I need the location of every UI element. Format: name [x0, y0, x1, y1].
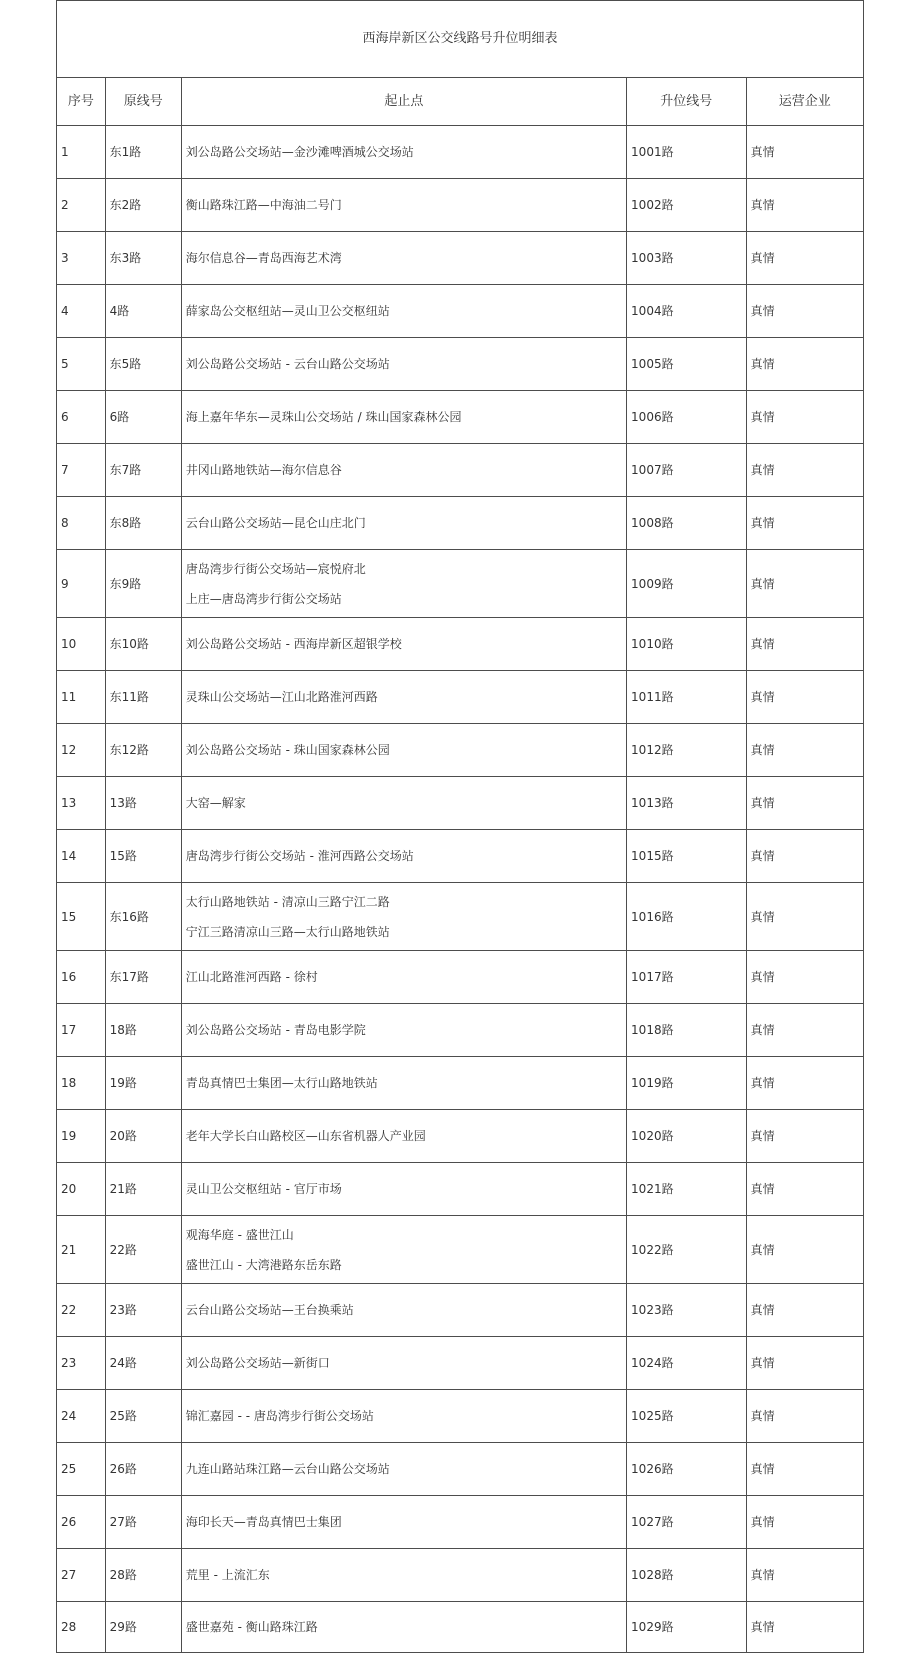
- cell-route: [181, 671, 626, 724]
- cell-route: [181, 1057, 626, 1110]
- route-line: 刘公岛路公交场站 - 青岛电影学院: [185, 1023, 366, 1037]
- table-row: [57, 126, 864, 179]
- cell-operator: 真情: [746, 285, 863, 338]
- cell-operator: 真情: [746, 1004, 863, 1057]
- table-row: [57, 724, 864, 777]
- cell-no: 26: [57, 1496, 106, 1549]
- cell-original-line: 24路: [105, 1337, 181, 1390]
- route-line: 刘公岛路公交场站 - 珠山国家森林公园: [185, 743, 390, 757]
- cell-no: 7: [57, 444, 106, 497]
- cell-new-line: 1019路: [627, 1057, 747, 1110]
- table-row: [57, 671, 864, 724]
- cell-new-line: 1028路: [627, 1549, 747, 1602]
- cell-route: [181, 550, 626, 618]
- cell-original-line: 东17路: [105, 951, 181, 1004]
- cell-original-line: 东5路: [105, 338, 181, 391]
- cell-no: 21: [57, 1216, 106, 1284]
- cell-no: 1: [57, 126, 106, 179]
- cell-no: 28: [57, 1602, 106, 1653]
- cell-no: 14: [57, 830, 106, 883]
- cell-no: 13: [57, 777, 106, 830]
- cell-no: 16: [57, 951, 106, 1004]
- cell-route: [181, 232, 626, 285]
- cell-original-line: 21路: [105, 1163, 181, 1216]
- cell-route: [181, 444, 626, 497]
- table-row: [57, 179, 864, 232]
- table-row: [57, 1004, 864, 1057]
- table-row: [57, 618, 864, 671]
- cell-route: [181, 285, 626, 338]
- cell-new-line: 1011路: [627, 671, 747, 724]
- table-row: [57, 1602, 864, 1653]
- cell-operator: 真情: [746, 1216, 863, 1284]
- route-line: 青岛真情巴士集团—太行山路地铁站: [185, 1076, 378, 1090]
- cell-operator: 真情: [746, 883, 863, 951]
- cell-original-line: 东3路: [105, 232, 181, 285]
- cell-original-line: 东1路: [105, 126, 181, 179]
- cell-route: [181, 1337, 626, 1390]
- cell-route: [181, 338, 626, 391]
- route-line: 大窑—解家: [185, 796, 246, 810]
- cell-new-line: 1012路: [627, 724, 747, 777]
- cell-original-line: 28路: [105, 1549, 181, 1602]
- cell-no: 25: [57, 1443, 106, 1496]
- table-row: [57, 883, 864, 951]
- table-row: [57, 497, 864, 550]
- cell-no: 23: [57, 1337, 106, 1390]
- route-line: 九连山路站珠江路—云台山路公交场站: [185, 1462, 390, 1476]
- cell-operator: 真情: [746, 830, 863, 883]
- route-line: 唐岛湾步行街公交场站 - 淮河西路公交场站: [185, 849, 414, 863]
- cell-new-line: 1006路: [627, 391, 747, 444]
- cell-original-line: 23路: [105, 1284, 181, 1337]
- cell-new-line: 1018路: [627, 1004, 747, 1057]
- cell-operator: 真情: [746, 951, 863, 1004]
- cell-original-line: 东8路: [105, 497, 181, 550]
- cell-new-line: 1025路: [627, 1390, 747, 1443]
- cell-route: [181, 777, 626, 830]
- cell-no: 6: [57, 391, 106, 444]
- cell-operator: 真情: [746, 777, 863, 830]
- cell-no: 18: [57, 1057, 106, 1110]
- cell-no: 12: [57, 724, 106, 777]
- cell-new-line: 1021路: [627, 1163, 747, 1216]
- cell-original-line: 东9路: [105, 550, 181, 618]
- cell-route: [181, 1284, 626, 1337]
- cell-new-line: 1005路: [627, 338, 747, 391]
- route-upgrade-table: [56, 0, 864, 1653]
- cell-no: 27: [57, 1549, 106, 1602]
- cell-operator: 真情: [746, 1390, 863, 1443]
- table-row: [57, 1496, 864, 1549]
- cell-new-line: 1002路: [627, 179, 747, 232]
- cell-original-line: 20路: [105, 1110, 181, 1163]
- table-row: [57, 285, 864, 338]
- cell-original-line: 26路: [105, 1443, 181, 1496]
- table-row: [57, 1390, 864, 1443]
- route-line: 观海华庭 - 盛世江山: [185, 1227, 294, 1242]
- cell-no: 3: [57, 232, 106, 285]
- cell-no: 19: [57, 1110, 106, 1163]
- cell-route: [181, 1602, 626, 1653]
- cell-new-line: 1010路: [627, 618, 747, 671]
- table-row: [57, 830, 864, 883]
- cell-new-line: 1029路: [627, 1602, 747, 1653]
- cell-no: 17: [57, 1004, 106, 1057]
- cell-no: 24: [57, 1390, 106, 1443]
- cell-new-line: 1024路: [627, 1337, 747, 1390]
- cell-route: [181, 391, 626, 444]
- cell-no: 22: [57, 1284, 106, 1337]
- cell-no: 15: [57, 883, 106, 951]
- cell-operator: 真情: [746, 1163, 863, 1216]
- cell-operator: 真情: [746, 338, 863, 391]
- cell-operator: 真情: [746, 497, 863, 550]
- cell-operator: 真情: [746, 1602, 863, 1653]
- table-row: [57, 1110, 864, 1163]
- cell-new-line: 1009路: [627, 550, 747, 618]
- route-line: 老年大学长白山路校区—山东省机器人产业园: [185, 1129, 426, 1143]
- cell-original-line: 19路: [105, 1057, 181, 1110]
- table-title: 西海岸新区公交线路号升位明细表: [57, 1, 864, 78]
- header-no: 序号: [57, 78, 106, 126]
- route-line: 云台山路公交场站—王台换乘站: [185, 1303, 354, 1317]
- cell-original-line: 东11路: [105, 671, 181, 724]
- cell-no: 11: [57, 671, 106, 724]
- cell-new-line: 1013路: [627, 777, 747, 830]
- table-row: [57, 951, 864, 1004]
- route-line: 太行山路地铁站 - 清凉山三路宁江二路: [185, 894, 390, 909]
- table-row: [57, 1284, 864, 1337]
- table-title-row: [57, 1, 864, 78]
- cell-new-line: 1023路: [627, 1284, 747, 1337]
- cell-original-line: 东16路: [105, 883, 181, 951]
- table-header-row: [57, 78, 864, 126]
- cell-original-line: 22路: [105, 1216, 181, 1284]
- cell-no: 9: [57, 550, 106, 618]
- table-row: [57, 550, 864, 618]
- table-row: [57, 338, 864, 391]
- cell-operator: 真情: [746, 1337, 863, 1390]
- cell-operator: 真情: [746, 550, 863, 618]
- table-row: [57, 1163, 864, 1216]
- cell-no: 5: [57, 338, 106, 391]
- route-line: 刘公岛路公交场站 - 西海岸新区超银学校: [185, 637, 402, 651]
- cell-operator: 真情: [746, 1284, 863, 1337]
- cell-operator: 真情: [746, 671, 863, 724]
- cell-route: [181, 951, 626, 1004]
- route-line: 海印长天—青岛真情巴士集团: [185, 1515, 342, 1529]
- cell-operator: 真情: [746, 444, 863, 497]
- route-line: 海尔信息谷—青岛西海艺术湾: [185, 251, 342, 265]
- cell-route: [181, 1443, 626, 1496]
- cell-original-line: 29路: [105, 1602, 181, 1653]
- cell-no: 2: [57, 179, 106, 232]
- cell-route: [181, 724, 626, 777]
- cell-operator: 真情: [746, 618, 863, 671]
- cell-new-line: 1016路: [627, 883, 747, 951]
- cell-new-line: 1026路: [627, 1443, 747, 1496]
- table-row: [57, 1216, 864, 1284]
- cell-operator: 真情: [746, 1496, 863, 1549]
- table-row: [57, 391, 864, 444]
- cell-operator: 真情: [746, 1057, 863, 1110]
- cell-new-line: 1015路: [627, 830, 747, 883]
- cell-original-line: 东7路: [105, 444, 181, 497]
- route-line: 云台山路公交场站—昆仑山庄北门: [185, 516, 366, 530]
- route-line: 灵珠山公交场站—江山北路淮河西路: [185, 690, 378, 704]
- route-line: 衡山路珠江路—中海油二号门: [185, 198, 342, 212]
- cell-original-line: 东10路: [105, 618, 181, 671]
- cell-route: [181, 1390, 626, 1443]
- route-line: 唐岛湾步行街公交场站—宸悦府北: [185, 561, 366, 576]
- route-line: 灵山卫公交枢纽站 - 官厅市场: [185, 1182, 342, 1196]
- table-row: [57, 1337, 864, 1390]
- cell-operator: 真情: [746, 724, 863, 777]
- route-line: 江山北路淮河西路 - 徐村: [185, 970, 318, 984]
- route-line: 海上嘉年华东—灵珠山公交场站 / 珠山国家森林公园: [185, 410, 462, 424]
- route-line: 宁江三路清凉山三路—太行山路地铁站: [185, 924, 390, 939]
- header-original-line: 原线号: [105, 78, 181, 126]
- table-row: [57, 444, 864, 497]
- cell-original-line: 27路: [105, 1496, 181, 1549]
- cell-route: [181, 883, 626, 951]
- cell-new-line: 1020路: [627, 1110, 747, 1163]
- route-line: 井冈山路地铁站—海尔信息谷: [185, 463, 342, 477]
- route-table-container: [56, 0, 864, 1653]
- cell-route: [181, 179, 626, 232]
- cell-new-line: 1008路: [627, 497, 747, 550]
- cell-no: 4: [57, 285, 106, 338]
- header-new-line: 升位线号: [627, 78, 747, 126]
- cell-original-line: 13路: [105, 777, 181, 830]
- route-line: 薛家岛公交枢纽站—灵山卫公交枢纽站: [185, 304, 390, 318]
- cell-route: [181, 497, 626, 550]
- route-line: 刘公岛路公交场站 - 云台山路公交场站: [185, 357, 390, 371]
- cell-new-line: 1003路: [627, 232, 747, 285]
- cell-route: [181, 1004, 626, 1057]
- route-line: 刘公岛路公交场站—金沙滩啤酒城公交场站: [185, 145, 414, 159]
- table-row: [57, 1057, 864, 1110]
- cell-original-line: 15路: [105, 830, 181, 883]
- cell-route: [181, 618, 626, 671]
- header-route: 起止点: [181, 78, 626, 126]
- table-row: [57, 1549, 864, 1602]
- route-line: 盛世江山 - 大湾港路东岳东路: [185, 1257, 342, 1272]
- cell-new-line: 1007路: [627, 444, 747, 497]
- route-line: 刘公岛路公交场站—新街口: [185, 1356, 330, 1370]
- table-row: [57, 1443, 864, 1496]
- cell-original-line: 25路: [105, 1390, 181, 1443]
- cell-original-line: 4路: [105, 285, 181, 338]
- cell-route: [181, 1549, 626, 1602]
- route-line: 上庄—唐岛湾步行街公交场站: [185, 591, 342, 606]
- cell-operator: 真情: [746, 1110, 863, 1163]
- cell-operator: 真情: [746, 232, 863, 285]
- cell-original-line: 18路: [105, 1004, 181, 1057]
- cell-new-line: 1004路: [627, 285, 747, 338]
- route-line: 盛世嘉苑 - 衡山路珠江路: [185, 1620, 318, 1634]
- cell-route: [181, 1110, 626, 1163]
- table-row: [57, 777, 864, 830]
- header-operator: 运营企业: [746, 78, 863, 126]
- cell-route: [181, 126, 626, 179]
- cell-route: [181, 1496, 626, 1549]
- route-line: 荒里 - 上流汇东: [185, 1568, 270, 1582]
- cell-operator: 真情: [746, 391, 863, 444]
- cell-original-line: 东2路: [105, 179, 181, 232]
- cell-operator: 真情: [746, 1443, 863, 1496]
- cell-original-line: 东12路: [105, 724, 181, 777]
- cell-operator: 真情: [746, 179, 863, 232]
- cell-operator: 真情: [746, 126, 863, 179]
- cell-route: [181, 1216, 626, 1284]
- cell-original-line: 6路: [105, 391, 181, 444]
- cell-no: 20: [57, 1163, 106, 1216]
- cell-route: [181, 1163, 626, 1216]
- cell-no: 8: [57, 497, 106, 550]
- route-line: 锦汇嘉园 - - 唐岛湾步行街公交场站: [185, 1409, 374, 1423]
- cell-no: 10: [57, 618, 106, 671]
- cell-new-line: 1022路: [627, 1216, 747, 1284]
- cell-operator: 真情: [746, 1549, 863, 1602]
- cell-new-line: 1001路: [627, 126, 747, 179]
- cell-route: [181, 830, 626, 883]
- table-row: [57, 232, 864, 285]
- cell-new-line: 1027路: [627, 1496, 747, 1549]
- cell-new-line: 1017路: [627, 951, 747, 1004]
